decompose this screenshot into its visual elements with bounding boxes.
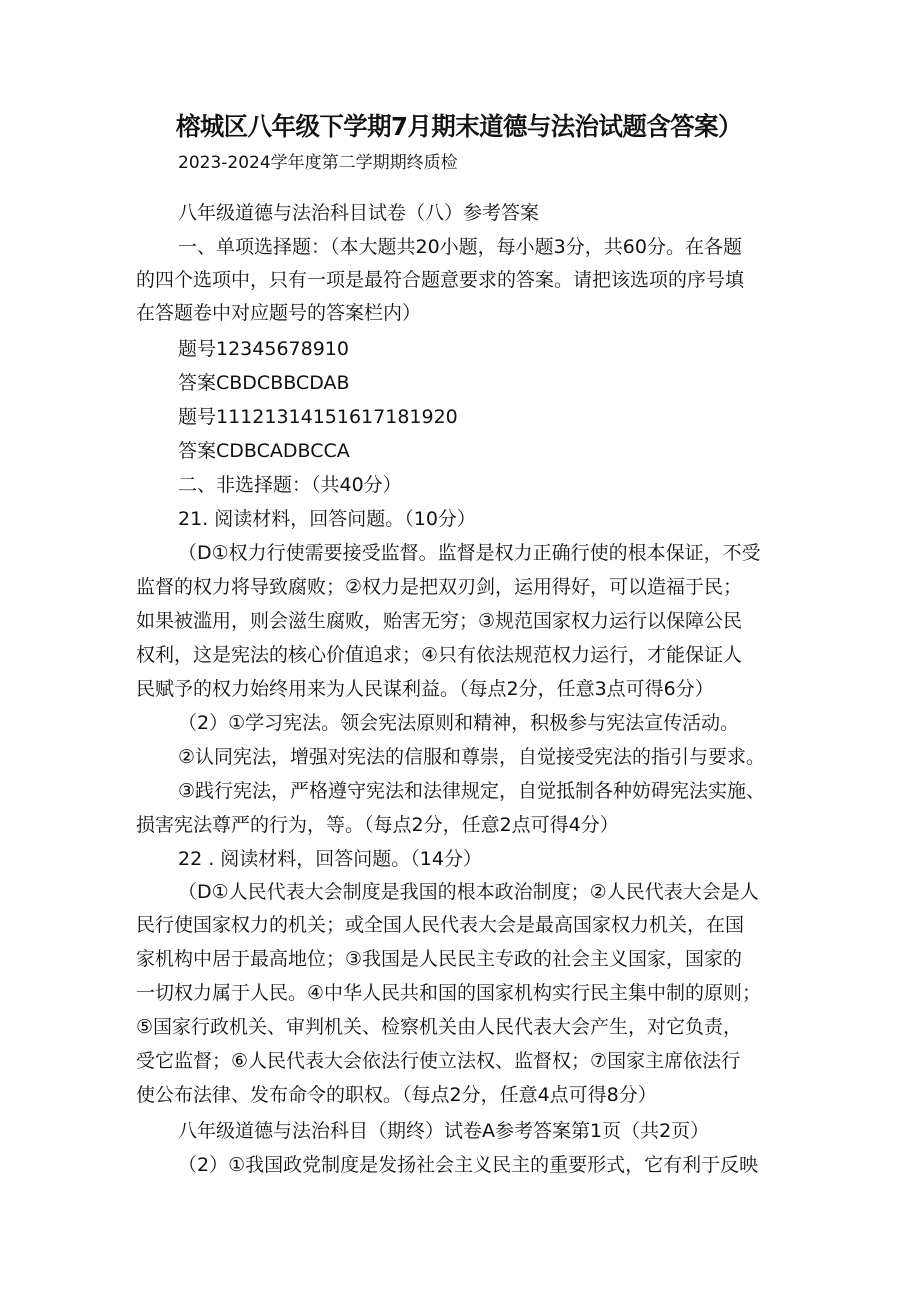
document-title: 榕城区八年级下学期7月期末道德与法治试题含答案） (176, 112, 742, 141)
paragraph-line: 在答题卷中对应题号的答案栏内） (136, 302, 422, 324)
paragraph-line: （D①权力行使需要接受监督。监督是权力正确行使的根本保证，不受 (178, 542, 761, 564)
paragraph-line: 权利，这是宪法的核心价值追求；④只有依法规范权力运行，才能保证人 (136, 644, 743, 666)
answer-row-answers: 答案CDBCADBCCA (178, 440, 350, 462)
paragraph-line: 民行使国家权力的机关；或全国人民代表大会是最高国家权力机关，在国 (136, 914, 745, 936)
paragraph-line: 如果被滥用，则会滋生腐败，贻害无穷；③规范国家权力运行以保障公民 (136, 610, 743, 632)
answer-row-numbers: 题号11121314151617181920 (178, 406, 458, 428)
paragraph-line: （2）①学习宪法。领会宪法原则和精神，积极参与宪法宣传活动。 (178, 712, 740, 734)
paragraph-line: 一切权力属于人民。④中华人民共和国的国家机构实行民主集中制的原则； (136, 982, 762, 1004)
paragraph-line: ⑤国家行政机关、审判机关、检察机关由人民代表大会产生，对它负责， (136, 1016, 743, 1038)
paragraph-line: 的四个选项中，只有一项是最符合题意要求的答案。请把该选项的序号填 (136, 269, 745, 291)
answer-row-numbers: 题号12345678910 (178, 338, 349, 360)
paragraph-line: 监督的权力将导致腐败；②权力是把双刃剑，运用得好，可以造福于民； (136, 576, 743, 598)
document-subtitle: 2023-2024学年度第二学期期终质检 (178, 153, 458, 173)
paragraph-line: ③践行宪法，严格遵守宪法和法律规定，自觉抵制各种妨碍宪法实施、 (178, 780, 766, 802)
question-heading: 22 . 阅读材料，回答问题。（14分） (178, 848, 482, 870)
page-footer: 八年级道德与法治科目（期终）试卷A参考答案第1页（共2页） (178, 1120, 710, 1142)
paragraph-line: 损害宪法尊严的行为，等。（每点2分，任意2点可得4分） (136, 814, 619, 836)
section-heading: 二、非选择题：（共40分） (178, 474, 402, 496)
paragraph-line: （D①人民代表大会制度是我国的根本政治制度；②人民代表大会是人 (178, 881, 759, 903)
paragraph-line: ②认同宪法，增强对宪法的信服和尊崇，自觉接受宪法的指引与要求。 (178, 746, 766, 768)
paragraph-line: 家机构中居于最高地位；③我国是人民民主专政的社会主义国家，国家的 (136, 948, 743, 970)
section-heading: 八年级道德与法治科目试卷（八）参考答案 (178, 202, 540, 224)
paragraph-line: 使公布法律、发布命令的职权。（每点2分，任意4点可得8分） (136, 1084, 657, 1106)
paragraph-line: 受它监督；⑥人民代表大会依法行使立法权、监督权；⑦国家主席依法行 (136, 1050, 741, 1072)
answer-row-answers: 答案CBDCBBCDAB (178, 372, 350, 394)
question-heading: 21. 阅读材料，回答问题。（10分） (178, 508, 476, 530)
paragraph-line: 一、单项选择题：（本大题共20小题，每小题3分，共60分。在各题 (178, 236, 742, 258)
paragraph-line: 民赋予的权力始终用来为人民谋利益。（每点2分，任意3点可得6分） (136, 678, 714, 700)
paragraph-line: （2）①我国政党制度是发扬社会主义民主的重要形式，它有利于反映 (178, 1154, 759, 1176)
